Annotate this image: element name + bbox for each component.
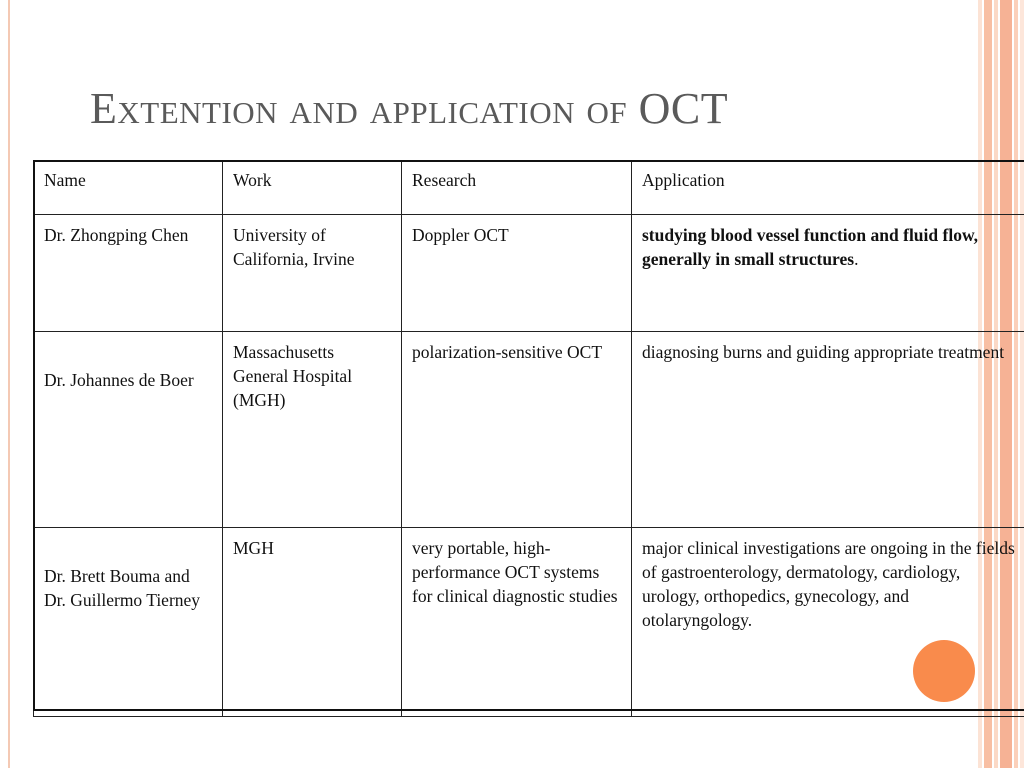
cell-research: very portable, high-performance OCT systems for clinical diagnostic studies	[402, 528, 632, 717]
table-row	[34, 215, 1024, 332]
cell-work: University of California, Irvine	[223, 215, 402, 332]
cell-application: major clinical investigations are ongoing in the fields of gastroenterology, dermatology, cardiology, urology, orthopedics, gynecology, and otolaryngology.	[632, 528, 1024, 717]
slide-title: Extention and application of OCT	[90, 84, 729, 133]
oct-researchers-table	[33, 160, 1024, 717]
cell-application	[632, 215, 1024, 332]
header-cell-work: Work	[223, 161, 402, 215]
cell-name	[34, 528, 223, 717]
header-cell-application: Application	[632, 161, 1024, 215]
orange-circle-decoration	[913, 640, 975, 702]
left-accent-rule	[8, 0, 10, 768]
cell-research: Doppler OCT	[402, 215, 632, 332]
cell-name-text: Dr. Johannes de Boer	[44, 370, 194, 390]
table-row	[34, 332, 1024, 528]
cell-work: Massachusetts General Hospital (MGH)	[223, 332, 402, 528]
cell-research: polarization-sensitive OCT	[402, 332, 632, 528]
application-bold-text: studying blood vessel function and fluid flow, generally in small structures	[642, 225, 978, 269]
cell-name	[34, 332, 223, 528]
header-cell-research: Research	[402, 161, 632, 215]
table-row	[34, 528, 1024, 717]
cell-name-text: Dr. Brett Bouma and Dr. Guillermo Tierney	[44, 566, 201, 610]
cell-work: MGH	[223, 528, 402, 717]
cell-application: diagnosing burns and guiding appropriate treatment	[632, 332, 1024, 528]
header-cell-name: Name	[34, 161, 223, 215]
cell-name: Dr. Zhongping Chen	[34, 215, 223, 332]
application-tail-text: .	[854, 249, 859, 269]
table-header-row	[34, 161, 1024, 215]
